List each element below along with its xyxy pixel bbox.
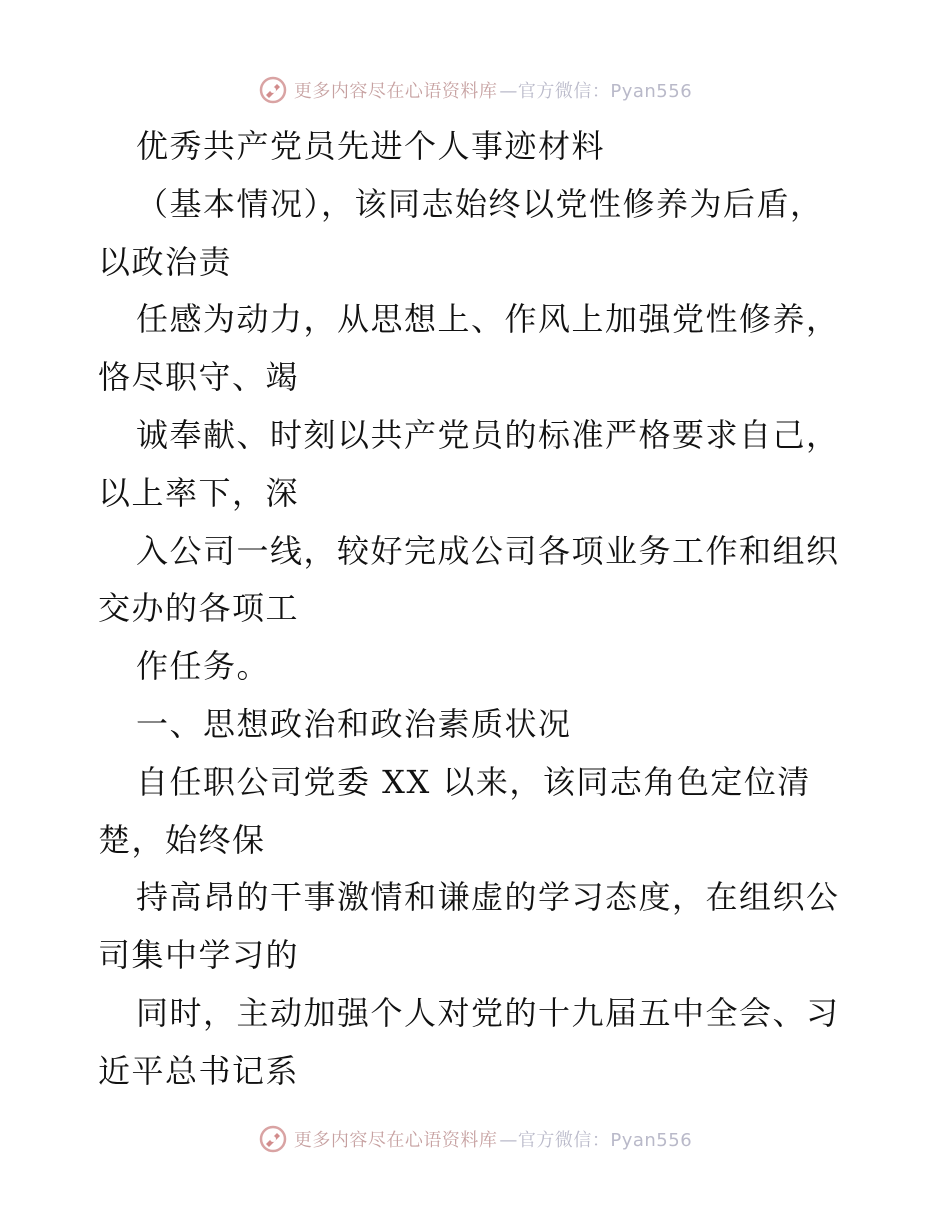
text-line: 以政治责 <box>98 242 233 281</box>
text-line: 入公司一线，较好完成公司各项业务工作和组织 <box>136 531 840 570</box>
text-line: 一、思想政治和政治素质状况 <box>136 704 572 743</box>
text-line: 恪尽职守、竭 <box>98 358 300 397</box>
text-line: 自任职公司党委 XX 以来，该同志角色定位清 <box>136 762 811 801</box>
watermark-contact: —官方微信：Pyan556 <box>499 81 693 102</box>
watermark-contact: —官方微信：Pyan556 <box>499 1130 693 1151</box>
document-body <box>98 118 858 1101</box>
text-line: 司集中学习的 <box>98 936 300 975</box>
text-line: 以上率下，深 <box>98 473 300 512</box>
text-line: 交办的各项工 <box>98 589 300 628</box>
watermark-text: 更多内容尽在心语资料库 <box>293 1130 498 1151</box>
text-line: 任感为动力，从思想上、作风上加强党性修养， <box>136 300 840 339</box>
brand-logo-icon <box>258 1124 288 1154</box>
text-line: 作任务。 <box>136 647 271 686</box>
text-line: 近平总书记系 <box>98 1051 300 1090</box>
text-line: 同时，主动加强个人对党的十九届五中全会、习 <box>136 993 840 1032</box>
text-line: 优秀共产党员先进个人事迹材料 <box>136 127 606 165</box>
watermark-text: 更多内容尽在心语资料库 <box>293 81 498 102</box>
text-line: （基本情况），该同志始终以党性修养为后盾， <box>136 184 824 223</box>
text-line: 诚奉献、时刻以共产党员的标准严格要求自己， <box>136 415 840 454</box>
text-line: 楚，始终保 <box>98 820 266 859</box>
footer-watermark <box>0 1119 950 1159</box>
brand-logo-icon <box>258 75 288 105</box>
header-watermark <box>0 70 950 110</box>
text-line: 持高昂的干事激情和谦虚的学习态度，在组织公 <box>136 878 840 917</box>
